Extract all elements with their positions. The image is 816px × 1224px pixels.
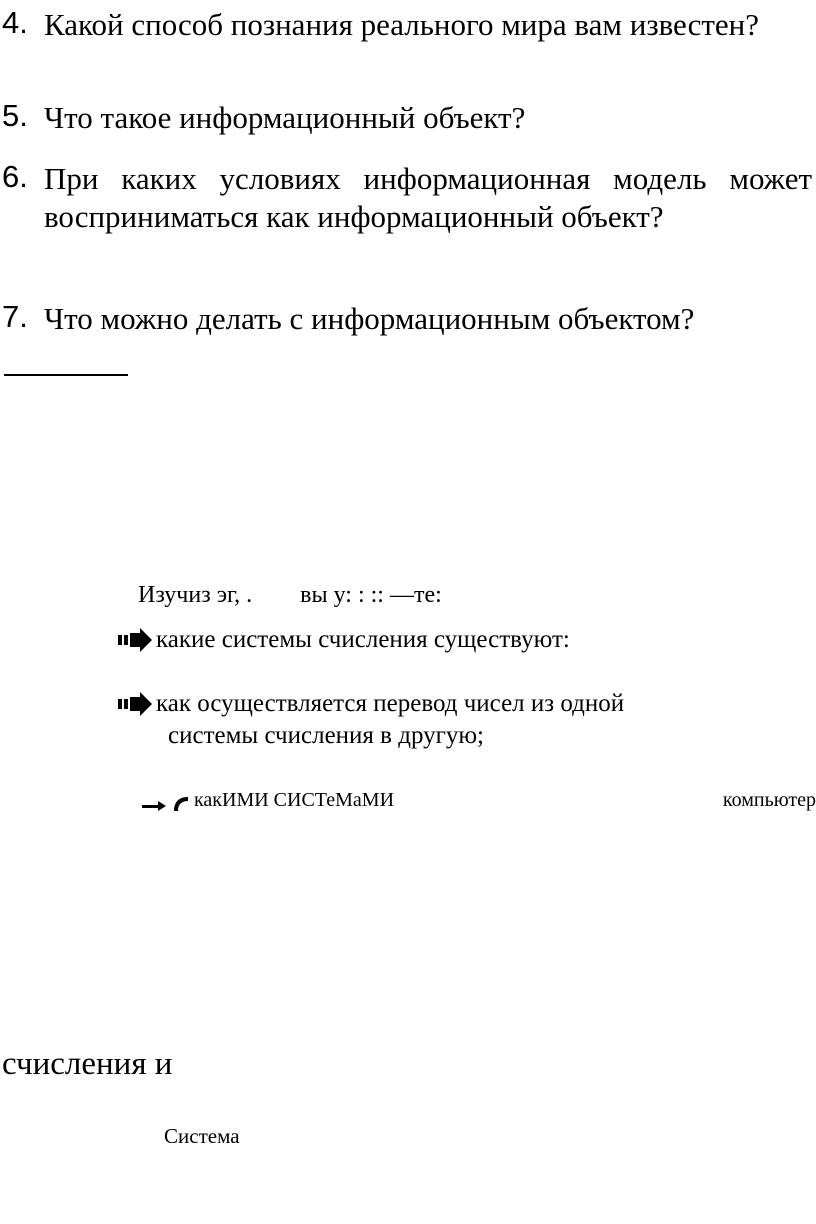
- text-fragment: счисления и: [2, 1046, 173, 1082]
- question-number: 7.: [2, 299, 28, 334]
- bullet-item: [140, 785, 816, 817]
- question-text: При каких условиях информационная модель может восприниматься как информационный объект?: [44, 161, 812, 234]
- footnote-divider: [4, 374, 128, 376]
- question-text: Что можно делать с информационным объектом?: [44, 301, 695, 336]
- bullet-text-line2: системы счисления в другую;: [168, 722, 485, 749]
- question-5: [0, 99, 812, 137]
- bullet-text-right: компьютер: [722, 789, 816, 811]
- question-number: 5.: [2, 98, 28, 133]
- bullet-text-line1: как осуществляется перевод чисел из одной: [156, 690, 625, 717]
- bullet-text: какие системы счисления существуют:: [156, 626, 570, 653]
- bullet-text: [156, 688, 812, 752]
- bullet-item: [116, 688, 812, 752]
- arrow-bullet-icon: [116, 688, 156, 720]
- question-text: Что такое информационный объект?: [44, 100, 526, 135]
- bullet-item: [116, 624, 812, 656]
- bullet-text: какИМИ СИСТеМаМИ: [194, 789, 395, 811]
- arrow-bullet-icon: [116, 624, 156, 656]
- small-arrow-icon: [140, 791, 192, 813]
- intro-text: Изучиз эг, . вы у: : :: —те:: [138, 582, 442, 608]
- question-number: 6.: [2, 159, 28, 194]
- question-7: [0, 300, 812, 338]
- question-text: Какой способ познания реального мира вам известен?: [44, 7, 759, 42]
- question-4: [0, 6, 812, 44]
- question-6: [0, 160, 812, 236]
- question-number: 4.: [2, 5, 28, 40]
- text-fragment: Система: [164, 1124, 240, 1148]
